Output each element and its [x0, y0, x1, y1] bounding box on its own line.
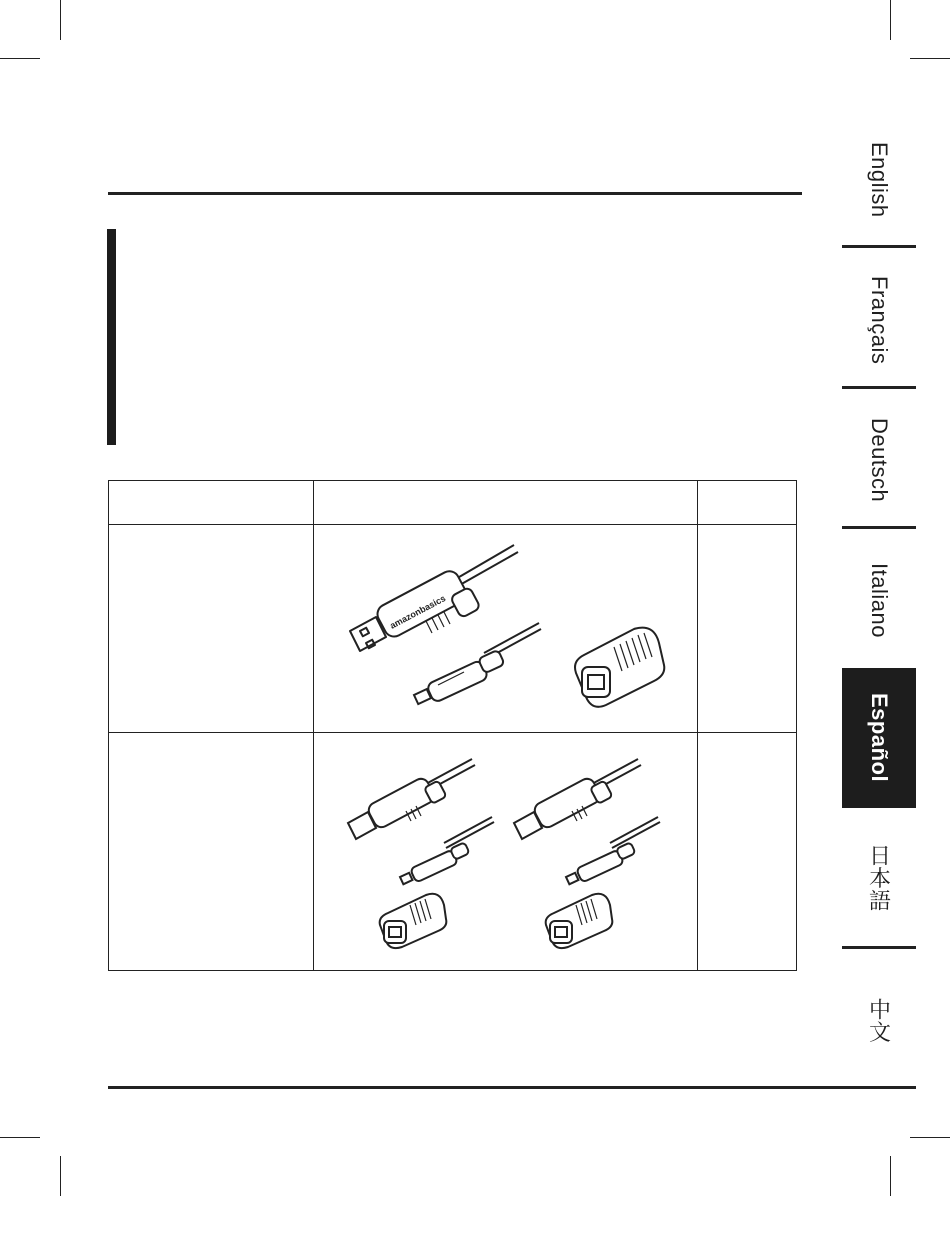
- tab-deutsch-label: Deutsch: [867, 417, 892, 503]
- tab-japanese-label: 日本語: [866, 844, 892, 912]
- tab-italiano[interactable]: [842, 530, 916, 670]
- tab-espanol-label: Español: [867, 693, 892, 783]
- crop-mark-top-right-h: [910, 58, 950, 59]
- tab-separator: [842, 386, 916, 389]
- single-cable-set-illustration: [314, 525, 696, 731]
- table-cell: [109, 525, 314, 733]
- footer-rule: [108, 1086, 916, 1089]
- crop-mark-top-left-v: [60, 0, 61, 40]
- tab-deutsch[interactable]: [842, 390, 916, 530]
- usb-a-connector: [348, 759, 475, 839]
- tab-espanol[interactable]: [842, 668, 916, 808]
- package-contents-table: [108, 480, 797, 971]
- header-rule: [108, 192, 802, 195]
- illustration-cell: [314, 733, 698, 971]
- tab-english-label: English: [867, 142, 892, 218]
- crop-mark-bottom-right-h: [910, 1137, 950, 1138]
- table-cell: [698, 733, 797, 971]
- micro-usb-connector: [414, 623, 541, 704]
- crop-mark-bottom-left-v: [60, 1156, 61, 1196]
- tab-separator: [842, 946, 916, 949]
- tab-italiano-label: Italiano: [867, 562, 892, 638]
- table-row: [109, 525, 797, 733]
- tab-separator: [842, 526, 916, 529]
- header-cell: [698, 481, 797, 525]
- tab-separator: [842, 245, 916, 248]
- tab-chinese-label: 中文: [866, 997, 892, 1043]
- double-cable-set-illustration: [314, 733, 696, 969]
- adapter-plug: [546, 894, 613, 948]
- brand-label: amazonbasics: [388, 593, 448, 631]
- table-cell: [109, 733, 314, 971]
- section-accent-bar: [107, 229, 116, 445]
- header-cell: [109, 481, 314, 525]
- tab-francais-label: Français: [867, 275, 892, 365]
- crop-mark-top-right-v: [890, 0, 891, 40]
- crop-mark-bottom-right-v: [890, 1156, 891, 1196]
- tab-english[interactable]: [842, 110, 916, 250]
- usb-a-connector: [514, 759, 641, 839]
- adapter-plug: [575, 628, 664, 707]
- micro-usb-connector: [566, 817, 660, 884]
- tab-francais[interactable]: [842, 250, 916, 390]
- table-header-row: [109, 481, 797, 525]
- illustration-cell: [314, 525, 698, 733]
- tab-japanese[interactable]: [842, 808, 916, 948]
- tab-chinese[interactable]: [842, 950, 916, 1090]
- crop-mark-top-left-h: [0, 58, 40, 59]
- header-cell: [314, 481, 698, 525]
- table-cell: [698, 525, 797, 733]
- table-row: [109, 733, 797, 971]
- adapter-plug: [380, 894, 447, 948]
- usb-a-connector: [350, 545, 518, 651]
- crop-mark-bottom-left-h: [0, 1137, 40, 1138]
- micro-usb-connector: [400, 817, 494, 884]
